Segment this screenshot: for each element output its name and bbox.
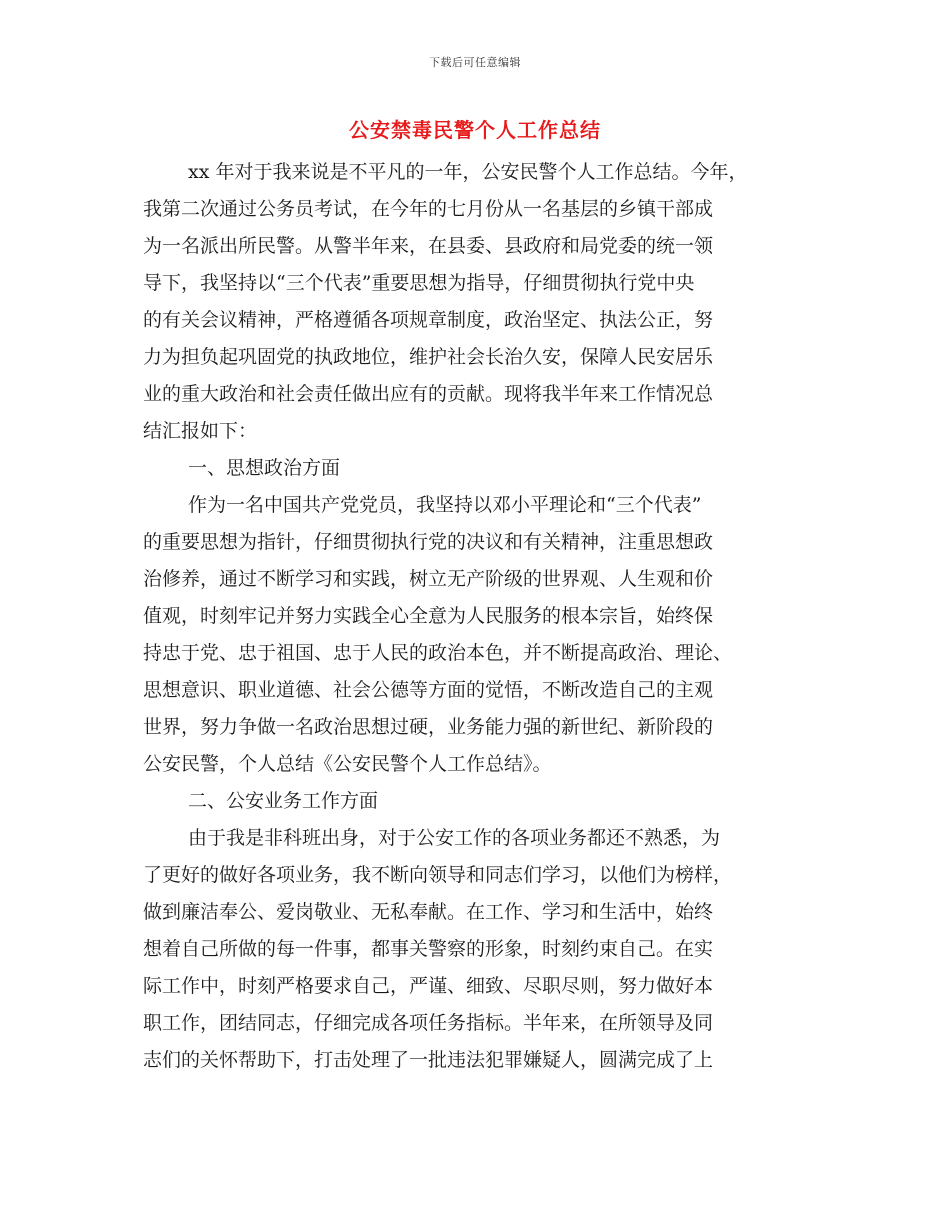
text-line: 由于我是非科班出身，对于公安工作的各项业务都还不熟悉，为: [188, 827, 721, 849]
text-line: 二、公安业务工作方面: [188, 790, 379, 812]
text-line: 志们的关怀帮助下，打击处理了一批违法犯罪嫌疑人，圆满完成了上: [143, 1049, 714, 1071]
text-line: 了更好的做好各项业务，我不断向领导和同志们学习，以他们为榜样，: [143, 864, 733, 886]
text-line: 我第二次通过公务员考试，在今年的七月份从一名基层的乡镇干部成: [143, 198, 714, 220]
text-line: 世界，努力争做一名政治思想过硬，业务能力强的新世纪、新阶段的: [143, 716, 714, 738]
text-line: 力为担负起巩固党的执政地位，维护社会长治久安，保障人民安居乐: [143, 346, 714, 368]
text-line: 做到廉洁奉公、爱岗敬业、无私奉献。在工作、学习和生活中，始终: [143, 901, 714, 923]
text-line: 际工作中，时刻严格要求自己，严谨、细致、尽职尽则，努力做好本: [143, 975, 714, 997]
text-line: 值观，时刻牢记并努力实践全心全意为人民服务的根本宗旨，始终保: [143, 605, 714, 627]
text-line: 一、思想政治方面: [188, 457, 341, 479]
text-line: 职工作，团结同志，仔细完成各项任务指标。半年来，在所领导及同: [143, 1012, 714, 1034]
text-line: 业的重大政治和社会责任做出应有的贡献。现将我半年来工作情况总: [143, 383, 714, 405]
text-line: 公安民警，个人总结《公安民警个人工作总结》。: [143, 753, 552, 775]
text-line: 作为一名中国共产党党员，我坚持以邓小平理论和“三个代表”: [188, 494, 702, 516]
download-note: 下载后可任意编辑: [429, 56, 521, 69]
text-line: 的重要思想为指针，仔细贯彻执行党的决议和有关精神，注重思想政: [143, 531, 714, 553]
document-title: 公安禁毒民警个人工作总结: [349, 118, 601, 142]
text-line: 持忠于党、忠于祖国、忠于人民的政治本色，并不断提高政治、理论、: [143, 642, 733, 664]
text-line: 思想意识、职业道德、社会公德等方面的觉悟，不断改造自己的主观: [143, 679, 714, 701]
text-line: 导下，我坚持以“三个代表”重要思想为指导，仔细贯彻执行党中央: [143, 272, 695, 294]
text-line: 治修养，通过不断学习和实践，树立无产阶级的世界观、人生观和价: [143, 568, 714, 590]
text-line: 想着自己所做的每一件事，都事关警察的形象，时刻约束自己。在实: [143, 938, 714, 960]
text-line: 为一名派出所民警。从警半年来，在县委、县政府和局党委的统一领: [143, 235, 714, 257]
text-line: xx 年对于我来说是不平凡的一年，公安民警个人工作总结。今年，: [188, 161, 748, 183]
text-line: 结汇报如下：: [143, 420, 258, 442]
text-line: 的有关会议精神，严格遵循各项规章制度，政治坚定、执法公正，努: [143, 309, 714, 331]
document-body: [143, 154, 808, 1079]
